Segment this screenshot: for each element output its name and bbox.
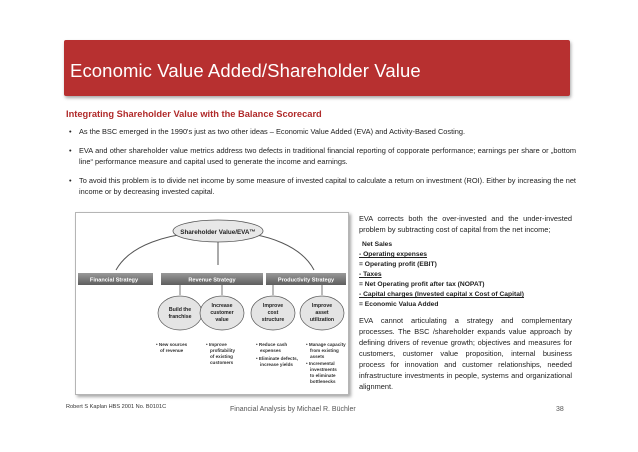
measure-item: • Manage capacity [306, 342, 346, 347]
objective-label: franchise [168, 314, 192, 320]
title-bar [64, 40, 570, 96]
calc-line: Net Sales [362, 241, 393, 248]
arrow-financial [116, 233, 194, 270]
bullet-list [66, 126, 576, 205]
top-node-label: Shareholder Value/EVA™ [180, 229, 256, 236]
measure-item: • Reduce cash [256, 342, 288, 347]
strategy-map-figure [75, 212, 349, 395]
measure-item: of revenue [160, 348, 184, 353]
bullet-item: • As the BSC emerged in the 1990's just as two other ideas – Economic Value Added (EVA) and Activity-Based Costing. [66, 126, 576, 137]
financial-strategy-label: Financial Strategy [89, 277, 139, 284]
measure-item: assets [310, 354, 325, 359]
productivity-strategy-label: Productivity Strategy [277, 277, 335, 284]
objective-label: customer [210, 310, 234, 316]
arrow-productivity [242, 233, 314, 270]
strategy-map-diagram [76, 213, 348, 394]
measure-item: to eliminate [310, 373, 336, 378]
calc-line: - Taxes [359, 271, 382, 278]
objective-label: Build the [168, 307, 192, 313]
eva-intro-text: EVA corrects both the over-invested and the under-invested problem by subtracting cost of capital from the net income; [359, 214, 572, 234]
right-column [359, 213, 572, 392]
measure-item: bottlenecks [310, 379, 336, 384]
page-number: 38 [556, 406, 564, 413]
eva-calculation [359, 240, 572, 310]
measure-item: expenses [260, 348, 281, 353]
objective-label: Improve [311, 303, 333, 309]
calc-line: - Capital charges (Invested capital x Cost of Capital) [359, 291, 524, 298]
calc-line: = Economic Valua Added [359, 301, 439, 308]
measure-item: increase yields [260, 362, 293, 367]
slide-title: Economic Value Added/Shareholder Value [70, 60, 421, 81]
bullet-item: • To avoid this problem is to divide net income by some measure of invested capital to calculate a return on investment (ROI). Either by increasing the net income or by decreasing invested capital. [66, 175, 576, 197]
objective-label: utilization [309, 317, 335, 323]
objective-label: asset [315, 310, 329, 316]
footer-text: Financial Analysis by Michael R. Büchler [230, 406, 356, 413]
measure-item: • New sources [156, 342, 188, 347]
measure-item: profitability [210, 348, 236, 353]
objective-label: Improve [262, 303, 284, 309]
objective-build-franchise [158, 296, 202, 330]
calc-line: = Operating profit (EBIT) [359, 261, 437, 268]
measure-item: investments [310, 367, 337, 372]
calc-line: = Net Operating profit after tax (NOPAT) [359, 281, 485, 288]
measure-item: • Incremental [306, 361, 335, 366]
objective-label: value [215, 317, 229, 323]
slide-subtitle: Integrating Shareholder Value with the Balance Scorecard [66, 109, 322, 119]
bullet-item: • EVA and other shareholder value metrics address two defects in traditional financial reporting of copporate performance; earnings per share or „bottom line“ performance measure and capital used to generate the income and earnings. [66, 145, 576, 167]
revenue-strategy-label: Revenue Strategy [188, 277, 236, 284]
eva-outro-text: EVA cannot articulating a strategy and complementary processes. The BSC /shareholder expands value approach by defining drivers of revenue growth; objectives and measures for customers, customer value proposition, internal business process for innovation and customer relationships, needed infrastructure investments in people, systems and organizational alignment. [359, 316, 572, 391]
measure-item: • Eliminate defects, [256, 356, 298, 361]
calc-line: - Operating expenses [359, 251, 428, 258]
measure-item: of existing [210, 354, 233, 359]
objective-label: structure [261, 317, 285, 323]
measure-item: • Improve [206, 342, 227, 347]
measure-item: from existing [310, 348, 339, 353]
objective-label: cost [267, 310, 279, 316]
objective-label: Increase [211, 303, 233, 309]
measure-item: customers [210, 360, 234, 365]
source-citation: Robert S Kaplan HBS 2001 No. B0101C [66, 404, 167, 410]
